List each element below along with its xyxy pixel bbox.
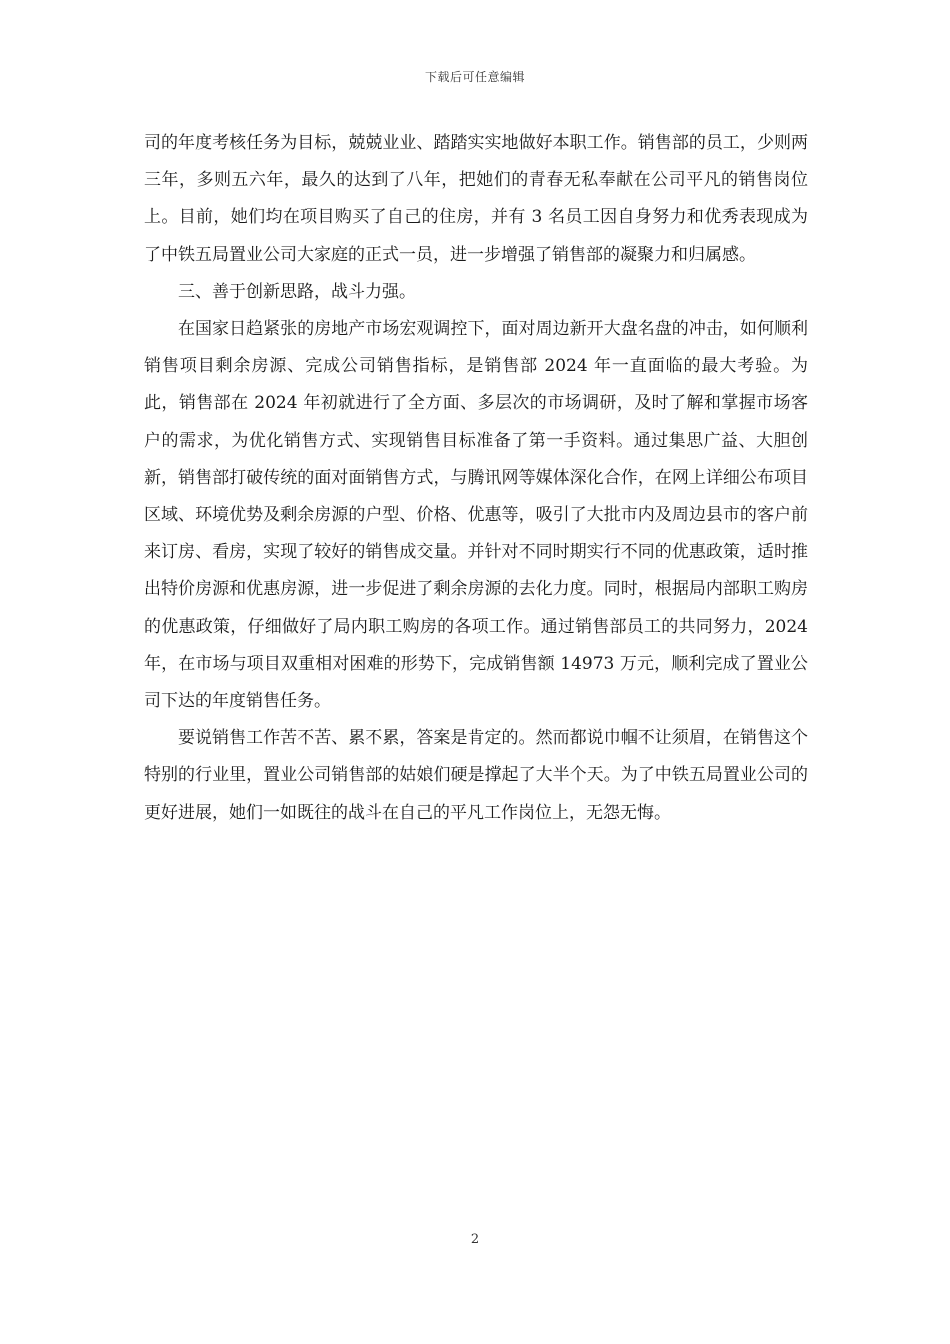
header-note: 下载后可任意编辑 [424,70,525,84]
section-heading: 三、善于创新思路，战斗力强。 [178,281,416,302]
page-number: 2 [470,1232,480,1247]
paragraph-continuation: 司的年度考核任务为目标，兢兢业业、踏踏实实地做好本职工作。销售部的员工，少则两三年，多则五六年，最久的达到了八年，把她们的青春无私奉献在公司平凡的销售岗位上。目前，她们均在项目购买了自己的住房，并有 3 名员工因自身努力和优秀表现成为了中铁五局置业公司大家庭的正式一员，进一步增强了销售部的凝聚力和归属感。 [144,133,808,265]
paragraph-conclusion: 要说销售工作苦不苦、累不累，答案是肯定的。然而都说巾帼不让须眉，在销售这个特别的行业里，置业公司销售部的姑娘们硬是撑起了大半个天。为了中铁五局置业公司的更好进展，她们一如既往的战斗在自己的平凡工作岗位上，无怨无悔。 [144,728,808,823]
paragraph-sales-innovation: 在国家日趋紧张的房地产市场宏观调控下，面对周边新开大盘名盘的冲击，如何顺利销售项目剩余房源、完成公司销售指标，是销售部 2024 年一直面临的最大考验。为此，销售部在 2024 年初就进行了全方面、多层次的市场调研，及时了解和掌握市场客户的需求，为优化销售方式、实现销售目标准备了第一手资料。通过集思广益、大胆创新，销售部打破传统的面对面销售方式，与腾讯网等媒体深化合作，在网上详细公布项目区域、环境优势及剩余房源的户型、价格、优惠等，吸引了大批市内及周边县市的客户前来订房、看房，实现了较好的销售成交量。并针对不同时期实行不同的优惠政策，适时推出特价房源和优惠房源，进一步促进了剩余房源的去化力度。同时，根据局内部职工购房的优惠政策，仔细做好了局内职工购房的各项工作。通过销售部员工的共同努力，2024 年，在市场与项目双重相对困难的形势下，完成销售额 14973 万元，顺利完成了置业公司下达的年度销售任务。 [144,319,808,712]
document-body [144,125,808,832]
